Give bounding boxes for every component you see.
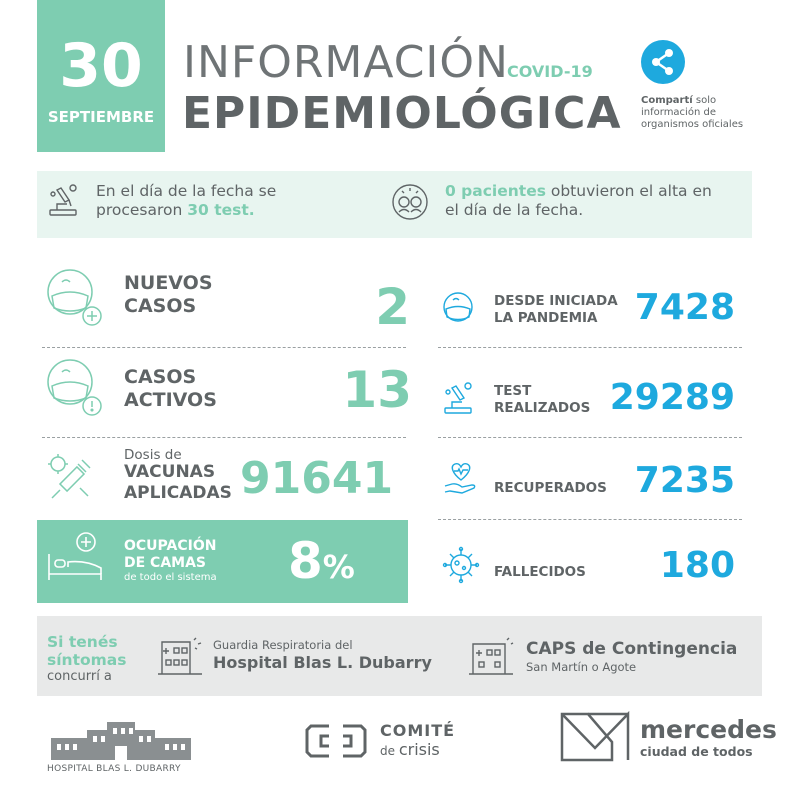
alta-rest: obtuvieron el alta en: [545, 182, 712, 200]
date-day: 30: [59, 31, 143, 101]
camas-label: [124, 538, 216, 572]
share-icon[interactable]: [641, 40, 685, 84]
masked-face-plus-icon: [42, 266, 104, 328]
vacunas-line1: VACUNAS: [124, 462, 216, 482]
title-covid: COVID-19: [507, 62, 593, 81]
camas-value: [288, 533, 355, 595]
date-box: [37, 0, 165, 152]
test-line1: TEST: [494, 383, 532, 399]
camas-sub: de todo el sistema: [124, 572, 217, 583]
title-line-2: EPIDEMIOLÓGICA: [182, 88, 622, 139]
place2: [526, 638, 737, 674]
activos-line1: CASOS: [124, 366, 197, 388]
place1-big: Hospital Blas L. Dubarry: [213, 653, 432, 672]
camas-unit: %: [322, 548, 355, 586]
vacunas-pre: Dosis de: [124, 447, 182, 463]
symptoms-line2: síntomas: [47, 651, 127, 669]
comite-word: crisis: [398, 740, 440, 759]
tests-line1: En el día de la fecha se: [96, 182, 277, 200]
masked-face-alert-icon: [42, 356, 104, 418]
hospital-building-icon: [156, 636, 204, 676]
microscope-icon: [442, 378, 478, 418]
title-line-1: INFORMACIÓN: [183, 37, 509, 88]
pandemia-value: 7428: [634, 287, 735, 328]
share-line2: información de: [641, 107, 716, 118]
camas-line2: DE CAMAS: [124, 555, 207, 571]
tests-info: [96, 182, 276, 220]
hospital-logo-text: HOSPITAL BLAS L. DUBARRY: [47, 764, 181, 774]
pandemia-line2: LA PANDEMIA: [494, 310, 598, 326]
recuperados-value: 7235: [634, 460, 735, 501]
recuperados-label: RECUPERADOS: [494, 480, 607, 496]
mercedes-text: [640, 716, 777, 760]
comite-logo-icon: [303, 720, 369, 762]
hospital-logo: [47, 712, 195, 762]
masked-face-icon: [440, 290, 478, 328]
place1: [213, 638, 432, 674]
test-value: 29289: [609, 377, 735, 418]
test-line2: REALIZADOS: [494, 400, 591, 416]
activos-value: 13: [342, 361, 412, 419]
nuevos-line2: CASOS: [124, 295, 197, 317]
place1-small: Guardia Respiratoria del: [213, 638, 353, 652]
share-bold: Compartí: [641, 95, 693, 106]
share-line3: organismos oficiales: [641, 119, 744, 130]
tests-line2: procesaron: [96, 201, 188, 219]
mercedes-logo-icon: [558, 708, 632, 764]
vacunas-label: [124, 462, 232, 504]
hospital-bed-icon: [46, 530, 104, 584]
divider: [42, 437, 406, 438]
vacunas-value: 91641: [240, 453, 394, 504]
comite-text: [380, 722, 455, 761]
place2-big: CAPS de Contingencia: [526, 639, 738, 659]
virus-icon: [442, 546, 480, 584]
fallecidos-value: 180: [659, 545, 735, 586]
nuevos-label: [124, 272, 213, 318]
heart-hand-icon: [442, 460, 480, 496]
activos-label: [124, 366, 217, 412]
symptoms-text: [47, 633, 126, 685]
date-month: SEPTIEMBRE: [47, 108, 155, 126]
activos-line2: ACTIVOS: [124, 389, 217, 411]
pandemia-label: [494, 293, 618, 327]
test-label: [494, 383, 590, 417]
divider: [42, 347, 406, 348]
alta-count: 0 pacientes: [445, 182, 546, 200]
camas-line1: OCUPACIÓN: [124, 538, 217, 554]
alta-info: [445, 182, 712, 220]
clinic-building-icon: [467, 636, 515, 676]
syringe-virus-icon: [46, 452, 98, 504]
symptoms-line3: concurrí a: [47, 669, 112, 684]
symptoms-line1: Si tenés: [47, 633, 118, 651]
comite-pre: de: [380, 744, 399, 758]
microscope-icon: [47, 180, 83, 220]
place2-small: San Martín o Agote: [526, 660, 637, 674]
divider: [438, 519, 742, 520]
comite-line2: [380, 740, 455, 761]
pandemia-line1: DESDE INICIADA: [494, 293, 618, 309]
recovered-patients-icon: [390, 182, 430, 222]
comite-line1: COMITÉ: [380, 721, 456, 740]
mercedes-sub: ciudad de todos: [640, 744, 753, 759]
tests-count: 30 test.: [187, 201, 255, 219]
alta-line2: el día de la fecha.: [445, 201, 584, 219]
nuevos-value: 2: [375, 278, 410, 336]
share-rest: solo: [692, 95, 717, 106]
divider: [438, 437, 742, 438]
fallecidos-label: FALLECIDOS: [494, 564, 586, 580]
camas-number: 8: [288, 532, 323, 590]
divider: [438, 347, 742, 348]
nuevos-line1: NUEVOS: [124, 272, 213, 294]
vacunas-line2: APLICADAS: [124, 483, 232, 503]
share-text: [641, 95, 761, 131]
mercedes-word: mercedes: [640, 715, 777, 744]
